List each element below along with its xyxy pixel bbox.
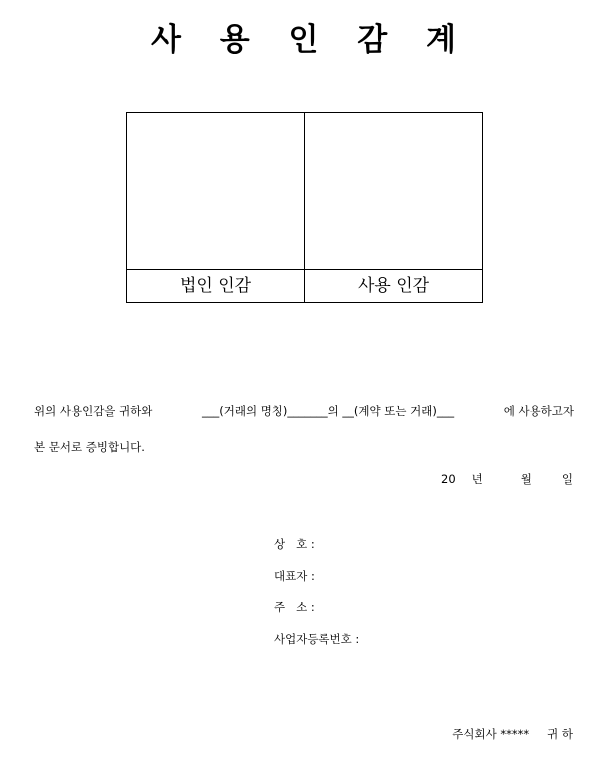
body-line-2: 본 문서로 증빙합니다. — [34, 440, 145, 454]
usage-seal-label: 사용 인감 — [357, 276, 430, 296]
seal-table — [126, 112, 483, 303]
corporate-seal-box — [127, 113, 304, 270]
company-name-label: 상 호 : — [274, 537, 315, 551]
body-line-1-part-3: 에 사용하고자 — [503, 404, 574, 418]
addressee — [452, 726, 573, 742]
date-year-unit: 년 — [471, 472, 483, 486]
corporate-seal-label: 법인 인감 — [179, 276, 252, 296]
date-day-unit: 일 — [561, 472, 573, 486]
document-title: 사 용 인 감 계 — [151, 22, 470, 58]
company-info-block — [274, 536, 359, 662]
addressee-honorific: 귀 하 — [547, 727, 573, 741]
address-label: 주 소 : — [274, 600, 315, 614]
date-month-unit: 월 — [520, 472, 532, 486]
date-year: 20 — [441, 472, 456, 486]
addressee-company: 주식회사 ***** — [452, 727, 530, 741]
corporate-seal-column — [127, 113, 305, 302]
body-line-1-part-1: 위의 사용인감을 귀하와 — [34, 404, 153, 418]
body-line-1 — [34, 403, 574, 419]
business-registration-label: 사업자등록번호 : — [274, 631, 360, 646]
representative-label: 대표자 : — [274, 568, 315, 583]
usage-seal-column — [305, 113, 482, 302]
date-line — [441, 471, 573, 487]
usage-seal-box — [305, 113, 482, 270]
body-line-1-part-2: ___(거래의 명칭)_______의 __(계약 또는 거래)___ — [201, 404, 455, 418]
